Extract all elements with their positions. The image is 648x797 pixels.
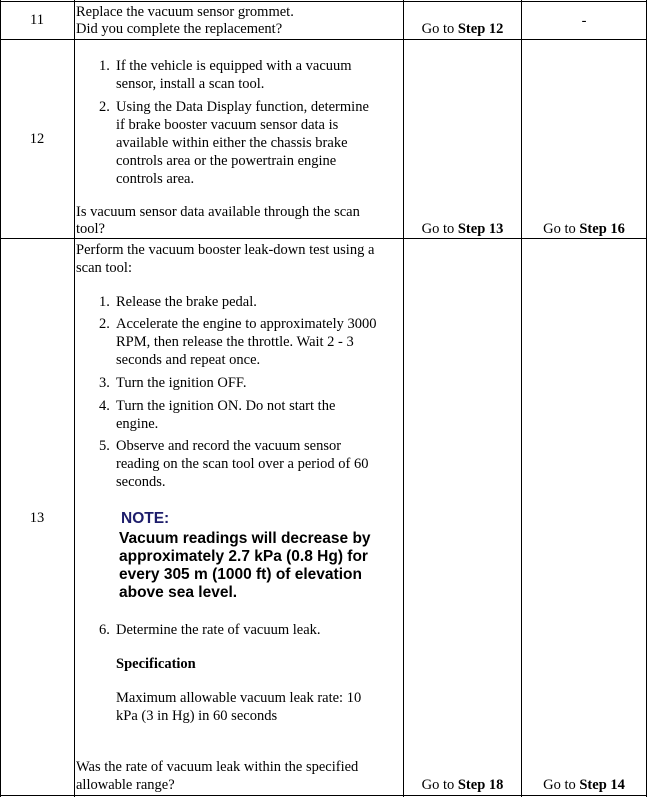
list-item-text: seconds. — [116, 474, 166, 490]
list-item-number: 2. — [99, 316, 110, 332]
col-divider-action — [403, 0, 404, 797]
note-text: every 305 m (1000 ft) of elevation — [119, 566, 362, 583]
list-item-text: controls area or the powertrain engine — [116, 153, 337, 169]
list-item-text: seconds and repeat once. — [116, 352, 261, 368]
yes-cell: Go to Step 18 — [421, 777, 504, 793]
row-divider-12-13 — [0, 238, 647, 239]
row-divider-11-12 — [0, 39, 647, 40]
step-number: 11 — [30, 12, 44, 28]
list-item-text: if brake booster vacuum sensor data is — [116, 117, 339, 133]
list-item-text: Using the Data Display function, determine — [116, 99, 369, 115]
list-item-number: 6. — [99, 622, 110, 638]
list-item-text: Determine the rate of vacuum leak. — [116, 622, 321, 638]
no-cell: - — [581, 13, 587, 29]
question-text: allowable range? — [76, 777, 175, 793]
list-item-text: controls area. — [116, 171, 195, 187]
col-divider-step — [74, 0, 75, 797]
table-border-right — [646, 0, 647, 797]
step-number: 13 — [29, 510, 45, 526]
action-question: Did you complete the replacement? — [76, 21, 283, 37]
col-divider-yes — [521, 0, 522, 797]
step-number: 12 — [29, 131, 45, 147]
list-item-text: RPM, then release the throttle. Wait 2 - 3 — [116, 334, 354, 350]
list-item-text: Observe and record the vacuum sensor — [116, 438, 342, 454]
list-item-number: 3. — [99, 375, 110, 391]
no-cell: Go to Step 14 — [543, 777, 625, 793]
list-item-text: sensor, install a scan tool. — [116, 76, 265, 92]
table-border-left — [0, 0, 1, 797]
list-item-number: 1. — [99, 58, 110, 74]
list-item-text: engine. — [116, 416, 159, 432]
yes-cell: Go to Step 13 — [421, 221, 504, 237]
list-item-text: Turn the ignition OFF. — [116, 375, 247, 391]
list-item-text: reading on the scan tool over a period of 60 — [116, 456, 369, 472]
specification-text: kPa (3 in Hg) in 60 seconds — [116, 708, 278, 724]
list-item-number: 2. — [99, 99, 110, 115]
question-text: Was the rate of vacuum leak within the specified — [76, 759, 359, 775]
note-text: Vacuum readings will decrease by — [119, 530, 371, 547]
intro-text: scan tool: — [76, 260, 132, 276]
note-text: approximately 2.7 kPa (0.8 Hg) for — [119, 548, 368, 565]
note-title: NOTE: — [121, 510, 170, 527]
specification-text: Maximum allowable vacuum leak rate: 10 — [116, 690, 362, 706]
list-item-text: Release the brake pedal. — [116, 294, 257, 310]
list-item-number: 5. — [99, 438, 110, 454]
list-item-text: available within either the chassis brake — [116, 135, 348, 151]
table-border-bottom — [0, 795, 647, 796]
intro-text: Perform the vacuum booster leak-down test using a — [76, 242, 375, 258]
list-item-text: Turn the ignition ON. Do not start the — [116, 398, 336, 414]
no-cell: Go to Step 16 — [543, 221, 625, 237]
list-item-text: If the vehicle is equipped with a vacuum — [116, 58, 352, 74]
list-item-text: Accelerate the engine to approximately 3000 — [116, 316, 377, 332]
note-text: above sea level. — [119, 584, 238, 601]
specification-title: Specification — [116, 656, 196, 672]
question-text: tool? — [76, 221, 105, 237]
table-border-top — [0, 1, 647, 2]
question-text: Is vacuum sensor data available through the scan — [76, 204, 360, 220]
action-text: Replace the vacuum sensor grommet. — [76, 4, 294, 20]
list-item-number: 4. — [99, 398, 110, 414]
yes-cell: Go to Step 12 — [421, 21, 504, 37]
list-item-number: 1. — [99, 294, 110, 310]
